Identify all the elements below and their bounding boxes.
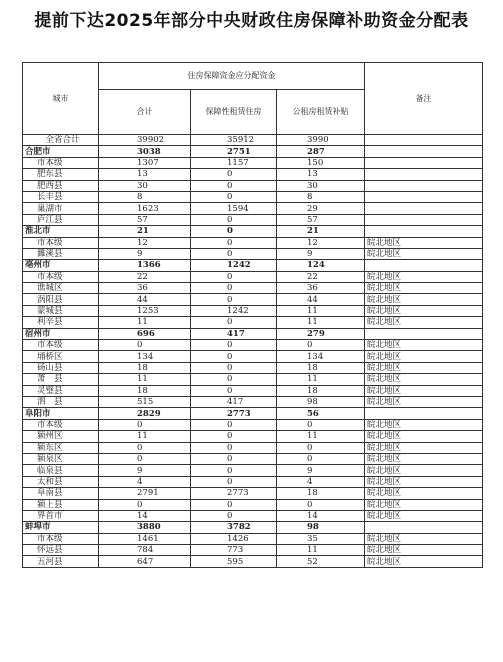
cell-note: 皖北地区: [365, 442, 483, 453]
cell-rental: 1242: [191, 260, 277, 271]
table-row: [23, 214, 483, 225]
cell-rental: 0: [191, 271, 277, 282]
cell-rental: 0: [191, 385, 277, 396]
cell-total: 18: [99, 385, 191, 396]
header-group: 住房保障资金应分配资金: [99, 63, 365, 90]
cell-subsidy: 8: [277, 191, 365, 202]
cell-city: 五河县: [23, 556, 99, 567]
cell-total: 4: [99, 476, 191, 487]
cell-subsidy: 150: [277, 157, 365, 168]
cell-subsidy: 11: [277, 374, 365, 385]
cell-subsidy: 0: [277, 340, 365, 351]
cell-subsidy: 18: [277, 488, 365, 499]
table-row: [23, 408, 483, 419]
table-row: [23, 351, 483, 362]
cell-rental: 0: [191, 248, 277, 259]
cell-subsidy: 0: [277, 419, 365, 430]
cell-city: 市本级: [23, 271, 99, 282]
cell-rental: 0: [191, 317, 277, 328]
cell-rental: 0: [191, 226, 277, 237]
cell-city: 宿州市: [23, 328, 99, 339]
cell-note: [365, 146, 483, 157]
table-row: [23, 431, 483, 442]
cell-note: 皖北地区: [365, 396, 483, 407]
header-public-rent-subsidy: 公租房租赁补贴: [277, 90, 365, 135]
cell-city: 全省合计: [23, 135, 99, 146]
cell-note: [365, 157, 483, 168]
cell-city: 市本级: [23, 340, 99, 351]
table-row: [23, 157, 483, 168]
cell-total: 1623: [99, 203, 191, 214]
cell-note: 皖北地区: [365, 533, 483, 544]
table-row: [23, 556, 483, 567]
cell-note: 皖北地区: [365, 476, 483, 487]
cell-subsidy: 18: [277, 385, 365, 396]
table-row: [23, 522, 483, 533]
cell-rental: 2773: [191, 488, 277, 499]
table-row: [23, 283, 483, 294]
cell-note: 皖北地区: [365, 248, 483, 259]
cell-subsidy: 11: [277, 431, 365, 442]
table-row: [23, 271, 483, 282]
cell-rental: 0: [191, 442, 277, 453]
table-row: [23, 545, 483, 556]
cell-city: 蒙城县: [23, 305, 99, 316]
table-row: [23, 362, 483, 373]
table-row: [23, 533, 483, 544]
cell-subsidy: 57: [277, 214, 365, 225]
cell-city: 肥西县: [23, 180, 99, 191]
cell-city: 砀山县: [23, 362, 99, 373]
cell-city: 灵璧县: [23, 385, 99, 396]
table-row: [23, 203, 483, 214]
cell-city: 颍上县: [23, 499, 99, 510]
cell-note: [365, 214, 483, 225]
table-row: [23, 385, 483, 396]
table-row: [23, 442, 483, 453]
cell-city: 亳州市: [23, 260, 99, 271]
cell-subsidy: 287: [277, 146, 365, 157]
cell-city: 市本级: [23, 157, 99, 168]
cell-subsidy: 13: [277, 169, 365, 180]
cell-subsidy: 36: [277, 283, 365, 294]
cell-note: [365, 135, 483, 146]
cell-rental: 2773: [191, 408, 277, 419]
cell-rental: 1157: [191, 157, 277, 168]
table-row: [23, 465, 483, 476]
document-title: 提前下达2025年部分中央财政住房保障补助资金分配表: [34, 11, 469, 31]
cell-subsidy: 134: [277, 351, 365, 362]
table-row: [23, 135, 483, 146]
cell-total: 11: [99, 374, 191, 385]
cell-rental: 0: [191, 351, 277, 362]
table-row: [23, 510, 483, 521]
cell-subsidy: 21: [277, 226, 365, 237]
cell-total: 30: [99, 180, 191, 191]
cell-subsidy: 29: [277, 203, 365, 214]
cell-city: 市本级: [23, 237, 99, 248]
cell-rental: 0: [191, 499, 277, 510]
cell-total: 36: [99, 283, 191, 294]
cell-city: 长丰县: [23, 191, 99, 202]
cell-subsidy: 35: [277, 533, 365, 544]
cell-rental: 0: [191, 294, 277, 305]
cell-total: 22: [99, 271, 191, 282]
table-row: [23, 419, 483, 430]
cell-total: 0: [99, 442, 191, 453]
cell-total: 13: [99, 169, 191, 180]
cell-note: 皖北地区: [365, 499, 483, 510]
cell-note: 皖北地区: [365, 453, 483, 464]
cell-total: 57: [99, 214, 191, 225]
cell-city: 濉溪县: [23, 248, 99, 259]
table-row: [23, 396, 483, 407]
cell-total: 1307: [99, 157, 191, 168]
cell-subsidy: 22: [277, 271, 365, 282]
cell-note: 皖北地区: [365, 340, 483, 351]
cell-rental: 0: [191, 431, 277, 442]
cell-subsidy: 9: [277, 248, 365, 259]
cell-rental: 0: [191, 169, 277, 180]
cell-rental: 0: [191, 419, 277, 430]
header-total: 合计: [99, 90, 191, 135]
cell-rental: 0: [191, 453, 277, 464]
table-row: [23, 248, 483, 259]
cell-total: 1461: [99, 533, 191, 544]
cell-subsidy: 124: [277, 260, 365, 271]
cell-note: 皖北地区: [365, 545, 483, 556]
cell-total: 11: [99, 431, 191, 442]
cell-total: 2791: [99, 488, 191, 499]
cell-subsidy: 30: [277, 180, 365, 191]
cell-city: 埇桥区: [23, 351, 99, 362]
cell-total: 134: [99, 351, 191, 362]
cell-note: 皖北地区: [365, 556, 483, 567]
cell-total: 9: [99, 465, 191, 476]
table-row: [23, 453, 483, 464]
cell-note: 皖北地区: [365, 431, 483, 442]
cell-note: [365, 203, 483, 214]
cell-rental: 0: [191, 180, 277, 191]
cell-total: 3038: [99, 146, 191, 157]
cell-total: 0: [99, 340, 191, 351]
table-row: [23, 328, 483, 339]
cell-rental: 417: [191, 328, 277, 339]
header-note: 备注: [365, 63, 483, 135]
cell-city: 阜南县: [23, 488, 99, 499]
table-row: [23, 237, 483, 248]
cell-subsidy: 52: [277, 556, 365, 567]
header-city: 城市: [23, 63, 99, 135]
cell-note: 皖北地区: [365, 305, 483, 316]
cell-city: 肥东县: [23, 169, 99, 180]
cell-note: 皖北地区: [365, 385, 483, 396]
cell-city: 界首市: [23, 510, 99, 521]
cell-rental: 0: [191, 510, 277, 521]
table-row: [23, 374, 483, 385]
cell-subsidy: 98: [277, 522, 365, 533]
cell-city: 阜阳市: [23, 408, 99, 419]
cell-total: 18: [99, 362, 191, 373]
cell-rental: 417: [191, 396, 277, 407]
cell-total: 3880: [99, 522, 191, 533]
cell-subsidy: 279: [277, 328, 365, 339]
cell-subsidy: 11: [277, 317, 365, 328]
cell-note: [365, 408, 483, 419]
cell-rental: 0: [191, 465, 277, 476]
cell-rental: 0: [191, 214, 277, 225]
cell-rental: 0: [191, 476, 277, 487]
table-row: [23, 305, 483, 316]
cell-note: 皖北地区: [365, 271, 483, 282]
cell-note: 皖北地区: [365, 283, 483, 294]
cell-subsidy: 14: [277, 510, 365, 521]
table-row: [23, 146, 483, 157]
table-row: [23, 476, 483, 487]
cell-total: 9: [99, 248, 191, 259]
table-row: [23, 488, 483, 499]
cell-subsidy: 12: [277, 237, 365, 248]
cell-city: 淮北市: [23, 226, 99, 237]
cell-total: 0: [99, 419, 191, 430]
cell-city: 蚌埠市: [23, 522, 99, 533]
cell-total: 14: [99, 510, 191, 521]
cell-rental: 0: [191, 237, 277, 248]
cell-note: 皖北地区: [365, 237, 483, 248]
cell-rental: 2751: [191, 146, 277, 157]
cell-city: 颍州区: [23, 431, 99, 442]
cell-rental: 0: [191, 362, 277, 373]
cell-rental: 0: [191, 191, 277, 202]
table-row: [23, 191, 483, 202]
cell-note: [365, 226, 483, 237]
cell-subsidy: 0: [277, 453, 365, 464]
cell-subsidy: 3990: [277, 135, 365, 146]
cell-note: 皖北地区: [365, 510, 483, 521]
cell-total: 0: [99, 499, 191, 510]
allocation-table: [22, 62, 483, 568]
cell-city: 涡阳县: [23, 294, 99, 305]
cell-rental: 0: [191, 283, 277, 294]
cell-total: 8: [99, 191, 191, 202]
cell-note: [365, 522, 483, 533]
cell-rental: 0: [191, 374, 277, 385]
cell-total: 21: [99, 226, 191, 237]
cell-total: 1253: [99, 305, 191, 316]
cell-city: 太和县: [23, 476, 99, 487]
table-row: [23, 294, 483, 305]
cell-note: [365, 169, 483, 180]
table-row: [23, 180, 483, 191]
cell-city: 利辛县: [23, 317, 99, 328]
table-row: [23, 317, 483, 328]
header-rental-housing: 保障性租赁住房: [191, 90, 277, 135]
cell-total: 647: [99, 556, 191, 567]
cell-subsidy: 56: [277, 408, 365, 419]
table-row: [23, 340, 483, 351]
cell-note: [365, 191, 483, 202]
cell-note: 皖北地区: [365, 374, 483, 385]
cell-city: 合肥市: [23, 146, 99, 157]
cell-subsidy: 18: [277, 362, 365, 373]
cell-subsidy: 9: [277, 465, 365, 476]
cell-total: 44: [99, 294, 191, 305]
cell-city: 巢湖市: [23, 203, 99, 214]
cell-rental: 0: [191, 340, 277, 351]
cell-city: 颍泉区: [23, 453, 99, 464]
cell-note: [365, 328, 483, 339]
cell-total: 1366: [99, 260, 191, 271]
cell-note: 皖北地区: [365, 351, 483, 362]
cell-rental: 1426: [191, 533, 277, 544]
cell-city: 泗 县: [23, 396, 99, 407]
cell-total: 784: [99, 545, 191, 556]
cell-subsidy: 98: [277, 396, 365, 407]
cell-city: 怀远县: [23, 545, 99, 556]
cell-city: 市本级: [23, 419, 99, 430]
cell-note: 皖北地区: [365, 317, 483, 328]
cell-city: 颍东区: [23, 442, 99, 453]
cell-rental: 1242: [191, 305, 277, 316]
cell-subsidy: 4: [277, 476, 365, 487]
cell-note: 皖北地区: [365, 362, 483, 373]
cell-subsidy: 0: [277, 442, 365, 453]
cell-rental: 3782: [191, 522, 277, 533]
table-row: [23, 499, 483, 510]
cell-rental: 595: [191, 556, 277, 567]
cell-note: 皖北地区: [365, 488, 483, 499]
cell-total: 515: [99, 396, 191, 407]
cell-note: 皖北地区: [365, 294, 483, 305]
table-body: [23, 135, 483, 568]
cell-rental: 1594: [191, 203, 277, 214]
cell-total: 11: [99, 317, 191, 328]
table-row: [23, 226, 483, 237]
cell-subsidy: 11: [277, 305, 365, 316]
cell-note: [365, 180, 483, 191]
cell-note: [365, 260, 483, 271]
cell-rental: 35912: [191, 135, 277, 146]
cell-total: 39902: [99, 135, 191, 146]
cell-subsidy: 11: [277, 545, 365, 556]
cell-note: 皖北地区: [365, 419, 483, 430]
cell-total: 12: [99, 237, 191, 248]
cell-note: 皖北地区: [365, 465, 483, 476]
cell-city: 庐江县: [23, 214, 99, 225]
cell-city: 萧 县: [23, 374, 99, 385]
cell-total: 2829: [99, 408, 191, 419]
cell-subsidy: 0: [277, 499, 365, 510]
table-row: [23, 169, 483, 180]
table-row: [23, 260, 483, 271]
cell-total: 696: [99, 328, 191, 339]
cell-city: 市本级: [23, 533, 99, 544]
cell-city: 谯城区: [23, 283, 99, 294]
cell-total: 0: [99, 453, 191, 464]
cell-city: 临泉县: [23, 465, 99, 476]
cell-subsidy: 44: [277, 294, 365, 305]
cell-rental: 773: [191, 545, 277, 556]
